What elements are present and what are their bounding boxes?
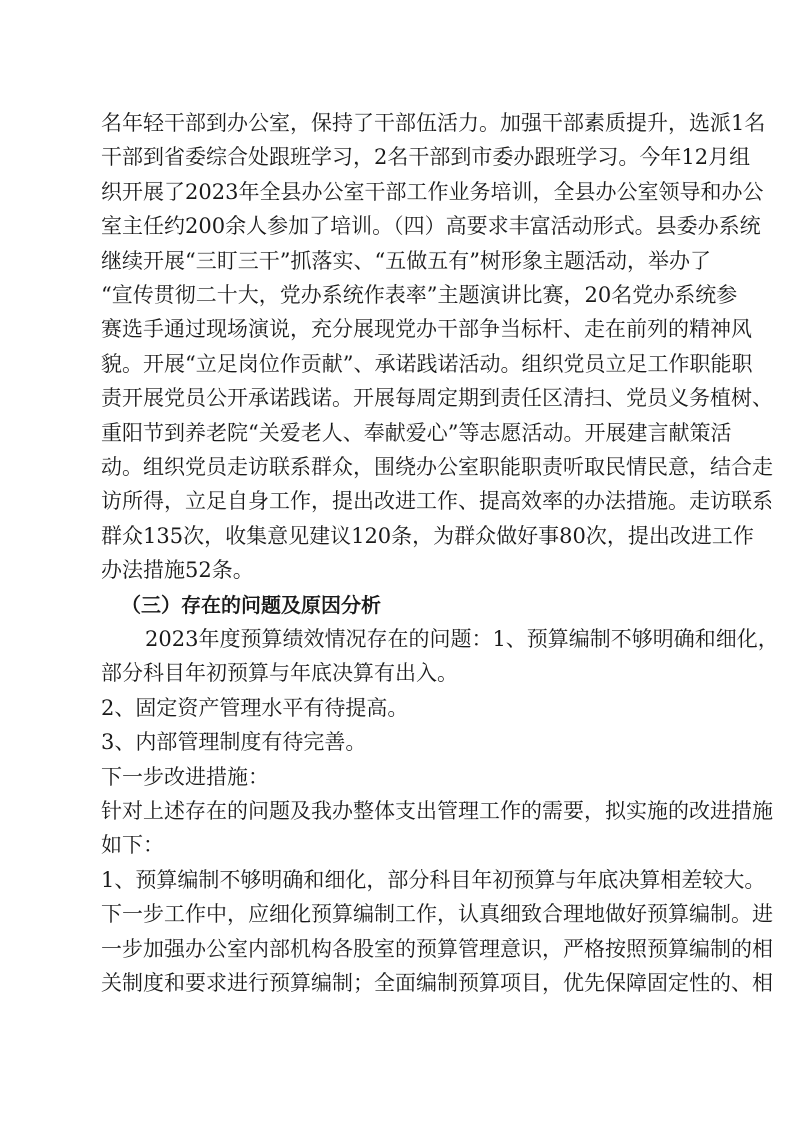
paragraph-line: 动。组织党员走访联系群众，围绕办公室职能职责听取民情民意，结合走 xyxy=(101,455,773,479)
paragraph-line: “宣传贯彻二十大，党办系统作表率”主题演讲比赛，20名党办系统参 xyxy=(101,283,738,307)
section-heading: （三）存在的问题及原因分析 xyxy=(121,593,381,617)
paragraph-line: 如下： xyxy=(101,833,164,857)
paragraph-line: 责开展党员公开承诺践诺。开展每周定期到责任区清扫、党员义务植树、 xyxy=(101,386,773,410)
paragraph-line: 重阳节到养老院“关爱老人、奉献爱心”等志愿活动。开展建言献策活 xyxy=(101,421,732,445)
paragraph-line: 关制度和要求进行预算编制；全面编制预算项目，优先保障固定性的、相 xyxy=(101,971,773,995)
list-item: 3、内部管理制度有待完善。 xyxy=(101,730,367,754)
paragraph-line: 群众135次，收集意见建议120条，为群众做好事80次，提出改进工作 xyxy=(101,524,754,548)
paragraph-line: 干部到省委综合处跟班学习，2名干部到市委办跟班学习。今年12月组 xyxy=(101,145,751,169)
paragraph-line: 下一步改进措施： xyxy=(101,765,269,789)
list-item: 2、固定资产管理水平有待提高。 xyxy=(101,696,409,720)
paragraph-line: 貌。开展“立足岗位作贡献”、承诺践诺活动。组织党员立足工作职能职 xyxy=(101,352,753,376)
paragraph-line: 继续开展“三盯三干”抓落实、“五做五有”树形象主题活动，举办了 xyxy=(101,249,711,273)
paragraph-line: 下一步工作中，应细化预算编制工作，认真细致合理地做好预算编制。进 xyxy=(101,902,773,926)
paragraph-line: 访所得，立足自身工作，提出改进工作、提高效率的办法措施。走访联系 xyxy=(101,489,773,513)
list-item: 1、预算编制不够明确和细化，部分科目年初预算与年底决算相差较大。 xyxy=(101,868,766,892)
paragraph-line: 室主任约200余人参加了培训。（四）高要求丰富活动形式。县委办系统 xyxy=(101,214,761,238)
paragraph-line: 织开展了2023年全县办公室干部工作业务培训，全县办公室领导和办公 xyxy=(101,180,764,204)
paragraph-line: 2023年度预算绩效情况存在的问题：1、预算编制不够明确和细化， xyxy=(145,627,779,651)
paragraph-line: 办法措施52条。 xyxy=(101,558,254,582)
paragraph-line: 针对上述存在的问题及我办整体支出管理工作的需要，拟实施的改进措施 xyxy=(101,799,773,823)
paragraph-line: 一步加强办公室内部机构各股室的预算管理意识，严格按照预算编制的相 xyxy=(101,937,773,961)
paragraph-line: 赛选手通过现场演说，充分展现党办干部争当标杆、走在前列的精神风 xyxy=(101,317,752,341)
paragraph-line: 部分科目年初预算与年底决算有出入。 xyxy=(101,661,458,685)
paragraph-line: 名年轻干部到办公室，保持了干部伍活力。加强干部素质提升，选派1名 xyxy=(101,111,766,135)
